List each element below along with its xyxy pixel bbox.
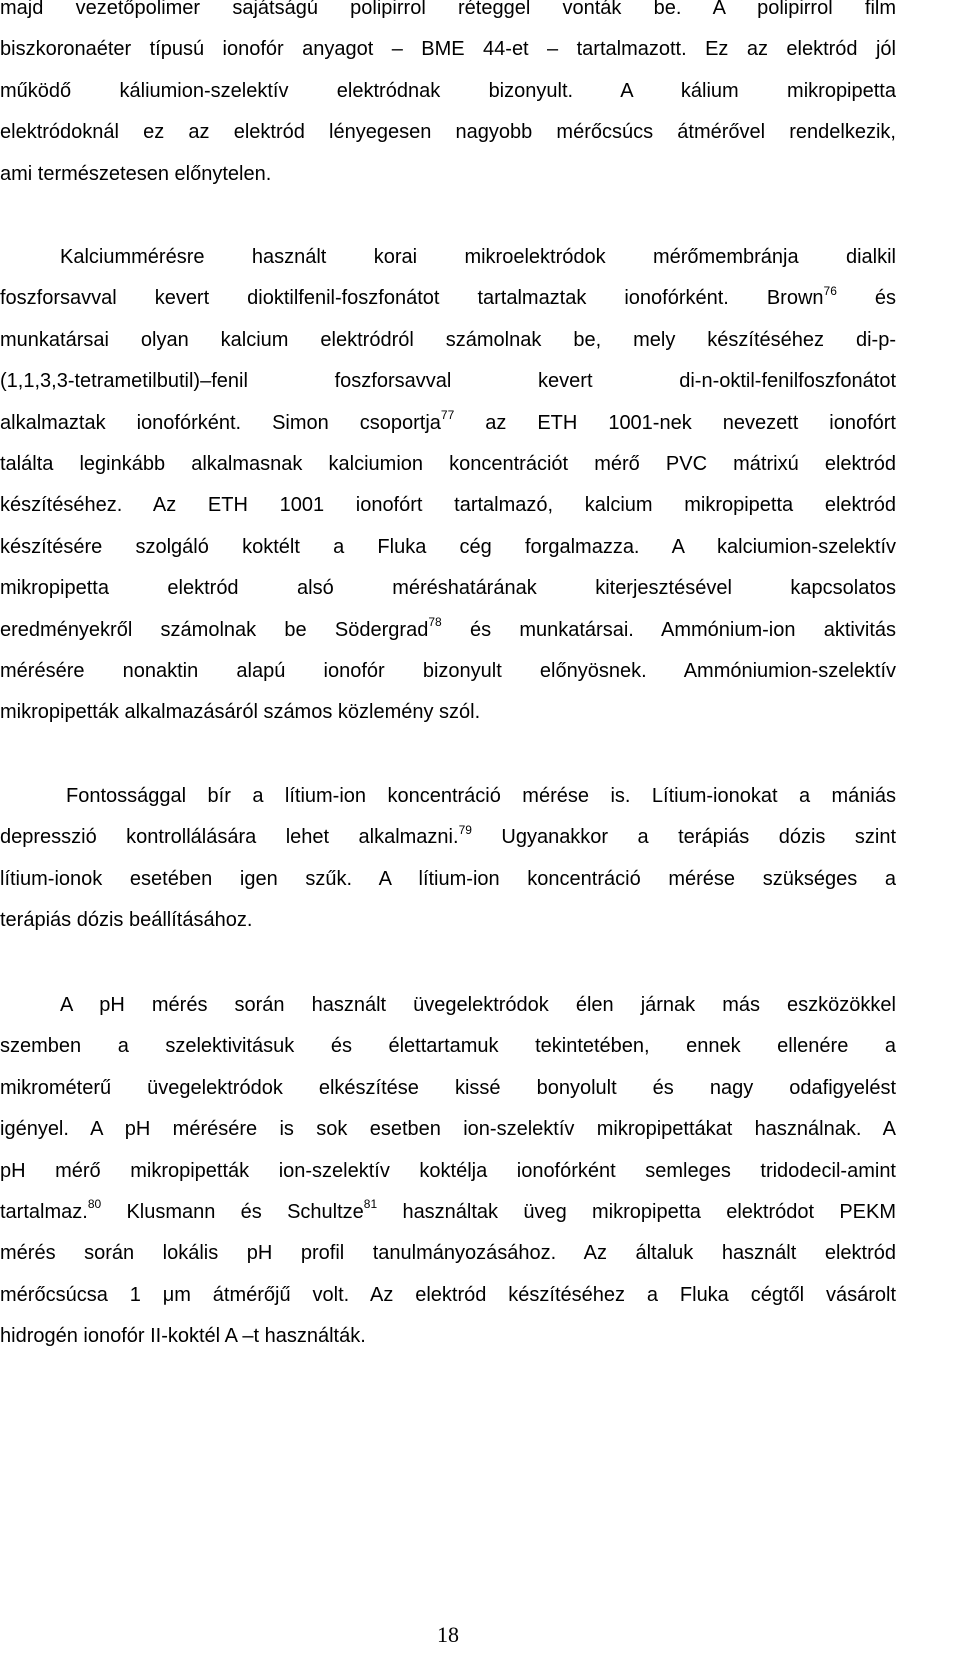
line-text-continued: Klusmann és Schultze: [101, 1200, 364, 1223]
line-text: készítéséhez. Az ETH 1001 ionofórt tartalmazó, kalcium mikropipetta elektród: [0, 494, 896, 517]
citation-superscript: 79: [458, 822, 472, 837]
line-text-continued: és munkatársai. Ammónium-ion aktivitás: [441, 618, 896, 641]
line-text: depresszió kontrollálására lehet alkalmazni.: [0, 826, 459, 849]
line-text: ami természetesen előnytelen.: [0, 162, 272, 185]
text-line: [0, 1026, 896, 1067]
text-line: [0, 651, 896, 692]
text-line: [0, 361, 896, 402]
line-text-continued: használtak üveg mikropipetta elektródot PEKM: [377, 1200, 897, 1223]
paragraph-ph-measurement: [0, 985, 896, 1358]
line-text-continued: Ugyanakkor a terápiás dózis szint: [471, 826, 896, 849]
text-line: [0, 1316, 896, 1357]
line-text: hidrogén ionofór II-koktél A –t használták.: [0, 1325, 366, 1348]
line-text: mérésére nonaktin alapú ionofór bizonyult előnyösnek. Ammóniumion-szelektív: [0, 659, 896, 682]
line-text-continued: az ETH 1001-nek nevezett ionofórt: [454, 411, 896, 434]
line-text: mikropipetták alkalmazásáról számos közlemény szól.: [0, 701, 481, 724]
line-text: elektródoknál ez az elektród lényegesen nagyobb mérőcsúcs átmérővel rendelkezik,: [0, 121, 896, 144]
text-line: [0, 610, 896, 651]
text-line: [0, 900, 896, 941]
text-line: [0, 154, 896, 195]
line-text: foszforsavval kevert dioktilfenil-foszfonátot tartalmaztak ionofórként. Brown: [0, 287, 824, 310]
text-line: [0, 1068, 896, 1109]
line-text: tartalmaz.: [0, 1200, 88, 1223]
line-text: eredményekről számolnak be Södergrad: [0, 618, 429, 641]
citation-superscript: 80: [87, 1197, 102, 1212]
text-line: [0, 527, 896, 568]
text-line: [0, 1275, 896, 1316]
line-text: találta leginkább alkalmasnak kalciumion koncentrációt mérő PVC mátrixú elektród: [0, 452, 896, 475]
line-text: biszkoronaéter típusú ionofór anyagot – BME 44-et – tartalmazott. Ez az elektród jól: [0, 38, 896, 61]
line-text: alkalmaztak ionofórként. Simon csoportja: [0, 411, 441, 434]
line-text: működő káliumion-szelektív elektródnak bizonyult. A kálium mikropipetta: [0, 79, 896, 102]
line-text: A pH mérés során használt üvegelektródok élen járnak más eszközökkel: [60, 994, 896, 1016]
line-text: terápiás dózis beállításához.: [0, 909, 253, 932]
text-line: [0, 237, 896, 278]
line-text: mérőcsúcsa 1 μm átmérőjű volt. Az elektród készítéséhez a Fluka cégtől vásárolt: [0, 1283, 896, 1306]
line-text: szemben a szelektivitásuk és élettartamuk tekintetében, ennek ellenére a: [0, 1035, 896, 1058]
text-line: [0, 112, 896, 153]
line-text: Kalciummérésre használt korai mikroelektródok mérőmembránja dialkil: [60, 246, 896, 268]
text-line: [0, 278, 896, 319]
text-line: [0, 776, 896, 817]
line-text: lítium-ionok esetében igen szűk. A lítium-ion koncentráció mérése szükséges a: [0, 867, 896, 890]
line-text: mikrométerű üvegelektródok elkészítése kissé bonyolult és nagy odafigyelést: [0, 1076, 896, 1099]
citation-superscript: 77: [440, 407, 455, 422]
line-text: pH mérő mikropipetták ion-szelektív koktélja ionofórként semleges tridodecil-amint: [0, 1159, 896, 1182]
text-line: [0, 1192, 896, 1233]
paragraph-calcium-microelectrodes: [0, 237, 896, 734]
text-line: [0, 444, 896, 485]
text-line: [0, 403, 896, 444]
line-text: majd vezetőpolimer sajátságú polipirrol réteggel vonták be. A polipirrol film: [0, 0, 896, 19]
text-line: [0, 1233, 896, 1274]
line-text: Fontossággal bír a lítium-ion koncentráció mérése is. Lítium-ionokat a mániás: [66, 785, 896, 807]
page-number: 18: [437, 1622, 459, 1647]
citation-superscript: 78: [428, 614, 442, 629]
line-text: igényel. A pH mérésére is sok esetben ion-szelektív mikropipettákat használnak. A: [0, 1118, 896, 1141]
text-line: [0, 692, 896, 733]
line-text: készítésére szolgáló koktélt a Fluka cég forgalmazza. A kalciumion-szelektív: [0, 535, 896, 558]
line-text-continued: és: [836, 287, 896, 310]
text-line: [0, 817, 896, 858]
line-text: mérés során lokális pH profil tanulmányozásához. Az általuk használt elektród: [0, 1242, 896, 1265]
line-text: munkatársai olyan kalcium elektródról számolnak be, mely készítéséhez di-p-: [0, 328, 896, 351]
paragraph-lithium-measurement: [0, 776, 896, 942]
citation-superscript: 81: [363, 1197, 378, 1212]
text-line: [0, 0, 896, 29]
text-line: [0, 29, 896, 70]
text-line: [0, 1109, 896, 1150]
text-line: [0, 320, 896, 361]
line-text: (1,1,3,3-tetrametilbutil)–fenil foszforsavval kevert di-n-oktil-fenilfoszfonátot: [0, 370, 896, 393]
text-line: [0, 1151, 896, 1192]
text-line: [0, 859, 896, 900]
text-line: [0, 985, 896, 1026]
paragraph-potassium-electrode: [0, 0, 896, 195]
text-line: [0, 568, 896, 609]
citation-superscript: 76: [823, 283, 837, 298]
text-line: [0, 71, 896, 112]
line-text: mikropipetta elektród alsó méréshatárának kiterjesztésével kapcsolatos: [0, 577, 896, 600]
text-line: [0, 485, 896, 526]
